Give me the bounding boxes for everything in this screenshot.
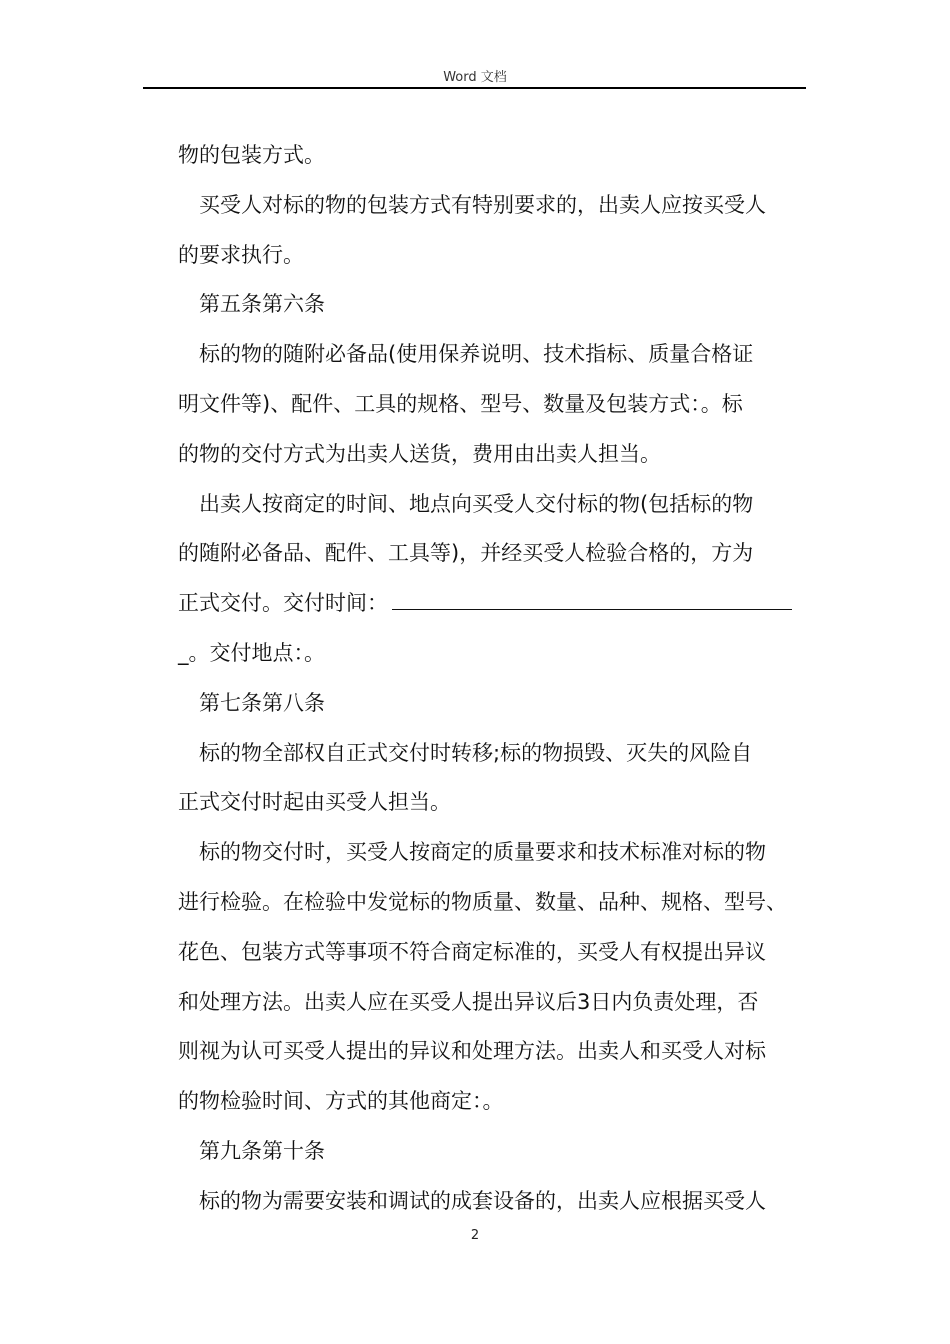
text-line: 标的物的随附必备品(使用保养说明、技术指标、质量合格证 xyxy=(199,342,754,367)
text-line: 标的物交付时，买受人按商定的质量要求和技术标准对标的物 xyxy=(199,840,766,865)
page-header-title: Word 文档 xyxy=(443,70,507,85)
page-number: 2 xyxy=(470,1228,480,1243)
text-line: 则视为认可买受人提出的异议和处理方法。出卖人和买受人对标 xyxy=(178,1039,766,1064)
fill-in-blank xyxy=(392,587,792,610)
text-line: 的物检验时间、方式的其他商定：。 xyxy=(178,1089,504,1114)
text-line: 买受人对标的物的包装方式有特别要求的，出卖人应按买受人 xyxy=(199,192,766,217)
document-body xyxy=(178,131,818,1227)
section-heading: 第七条第八条 xyxy=(199,690,325,715)
header-divider xyxy=(143,87,806,89)
text-line: 明文件等)、配件、工具的规格、型号、数量及包装方式：。标 xyxy=(178,391,743,416)
text-line: 花色、包装方式等事项不符合商定标准的，买受人有权提出异议 xyxy=(178,939,766,964)
text-segment: 正式交付。交付时间： xyxy=(178,591,388,616)
text-line: 标的物为需要安装和调试的成套设备的，出卖人应根据买受人 xyxy=(199,1188,766,1213)
text-line: 进行检验。在检验中发觉标的物质量、数量、品种、规格、型号、 xyxy=(178,889,787,914)
section-heading: 第九条第十条 xyxy=(199,1138,325,1163)
text-line: 物的包装方式。 xyxy=(178,143,325,167)
text-line: _。交付地点：。 xyxy=(178,640,325,665)
text-line: 出卖人按商定的时间、地点向买受人交付标的物(包括标的物 xyxy=(199,491,754,516)
text-line: 的要求执行。 xyxy=(178,242,304,267)
text-line: 的随附必备品、配件、工具等)，并经买受人检验合格的，方为 xyxy=(178,541,754,566)
text-line: 的物的交付方式为出卖人送货，费用由出卖人担当。 xyxy=(178,441,661,466)
text-line: 标的物全部权自正式交付时转移;标的物损毁、灭失的风险自 xyxy=(199,740,753,765)
section-heading: 第五条第六条 xyxy=(199,292,325,317)
text-line: 正式交付时起由买受人担当。 xyxy=(178,790,451,815)
text-line-with-blank xyxy=(178,579,818,629)
text-line: 和处理方法。出卖人应在买受人提出异议后3日内负责处理，否 xyxy=(178,989,759,1014)
